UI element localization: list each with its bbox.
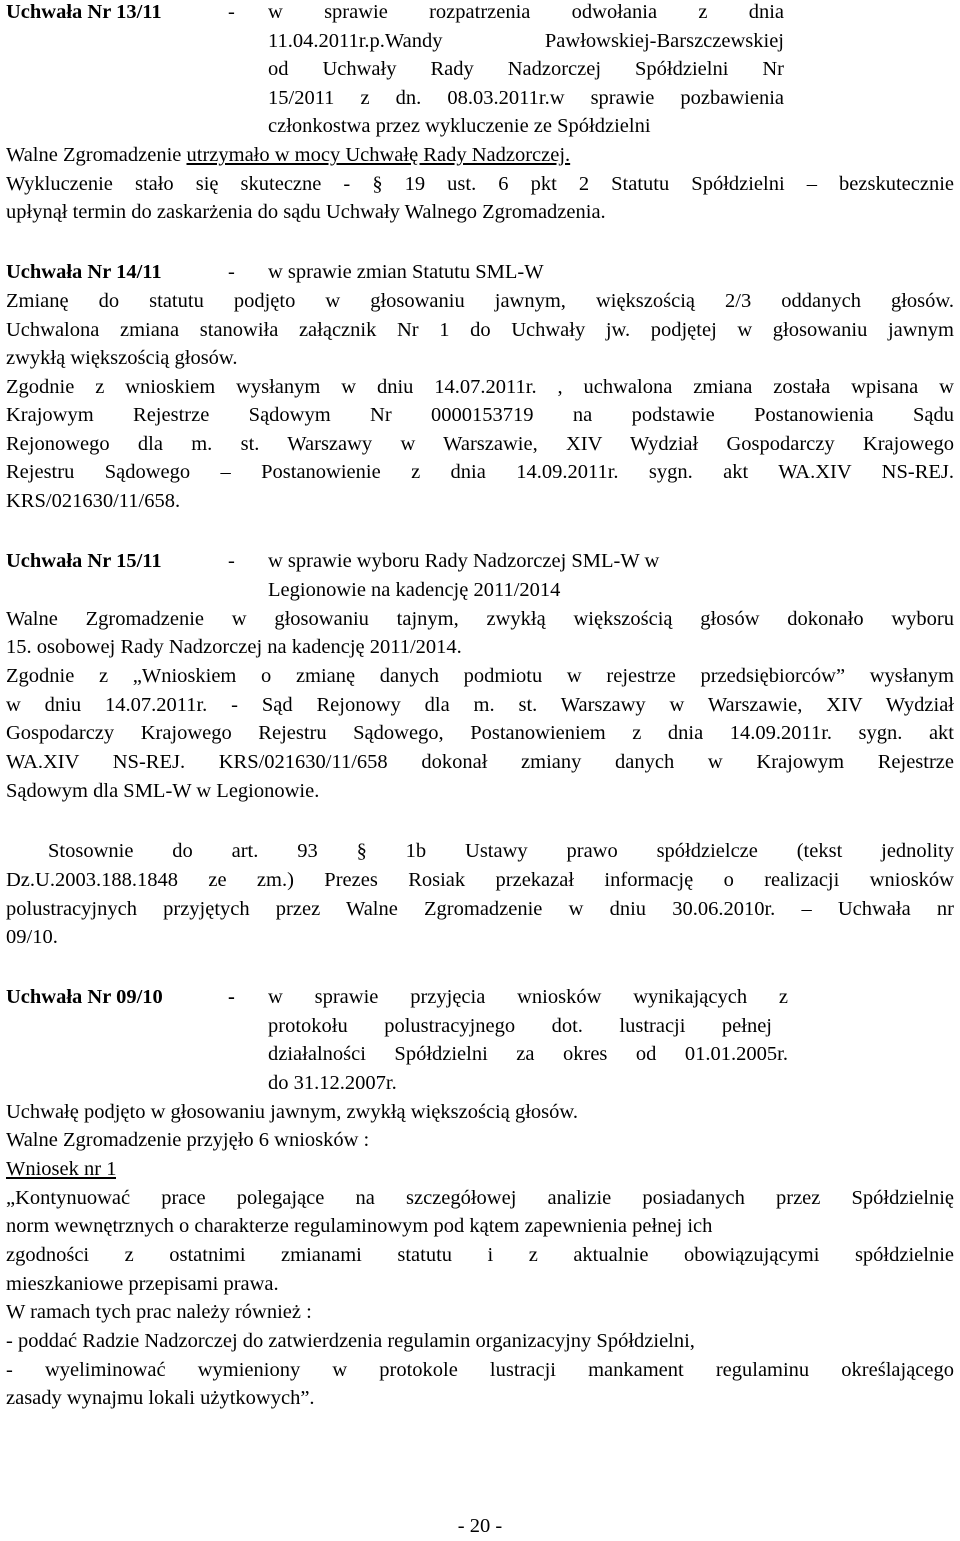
report-paragraph-line: Dz.U.2003.188.1848 ze zm.) Prezes Rosiak przekazał informację o realizacji wniosków xyxy=(6,869,954,891)
resolution-14-dash: - xyxy=(228,261,235,283)
resolution-15-heading: Uchwała Nr 15/11 xyxy=(6,550,162,572)
resolution-13-heading: Uchwała Nr 13/11 xyxy=(6,1,162,23)
resolution-14-body-line: KRS/021630/11/658. xyxy=(6,490,181,512)
resolution-14-body-line: Rejestru Sądowego – Postanowienie z dnia 14.09.2011r. sygn. akt WA.XIV NS-REJ. xyxy=(6,461,954,483)
motion-1-line: mieszkaniowe przepisami prawa. xyxy=(6,1273,279,1295)
resolution-14-body-line: zwykłą większością głosów. xyxy=(6,347,238,369)
resolution-14-body-line: Zgodnie z wnioskiem wysłanym w dniu 14.07.2011r. , uchwalona zmiana została wpisana w xyxy=(6,376,954,398)
resolution-09-title-line: protokołu polustracyjnego dot. lustracji pełnej xyxy=(268,1015,772,1037)
resolution-13-outcome xyxy=(6,141,954,170)
resolution-14-body-line: Uchwalona zmiana stanowiła załącznik Nr 1 do Uchwały jw. podjętej w głosowaniu jawnym xyxy=(6,319,954,341)
resolution-09-heading: Uchwała Nr 09/10 xyxy=(6,986,163,1008)
page-number: - 20 - xyxy=(457,1515,503,1537)
resolution-15-body-line: WA.XIV NS-REJ. KRS/021630/11/658 dokonał zmiany danych w Krajowym Rejestrze xyxy=(6,751,954,773)
resolution-09-body-line: Walne Zgromadzenie przyjęło 6 wniosków : xyxy=(6,1129,370,1151)
motion-1-line: norm wewnętrznych o charakterze regulaminowym pod kątem zapewnienia pełnej ich xyxy=(6,1215,713,1237)
report-paragraph-line: Stosownie do art. 93 § 1b Ustawy prawo spółdzielcze (tekst jednolity xyxy=(48,840,954,862)
resolution-13-title-line: od Uchwały Rady Nadzorczej Spółdzielni Nr xyxy=(268,58,784,80)
resolution-15-body-line: Zgodnie z „Wnioskiem o zmianę danych podmiotu w rejestrze przedsiębiorców” wysłanym xyxy=(6,665,954,687)
resolution-15-body-line: Gospodarczy Krajowego Rejestru Sądowego, Postanowieniem z dnia 14.09.2011r. sygn. akt xyxy=(6,722,954,744)
motion-1-line: zgodności z ostatnimi zmianami statutu i z aktualnie obowiązującymi spółdzielnie xyxy=(6,1244,954,1266)
resolution-13-body-line: Wykluczenie stało się skuteczne - § 19 ust. 6 pkt 2 Statutu Spółdzielni – bezskutecznie xyxy=(6,173,954,195)
resolution-13-dash: - xyxy=(228,1,235,23)
resolution-13-title-line: członkostwa przez wykluczenie ze Spółdzielni xyxy=(268,115,651,137)
resolution-09-title-line: w sprawie przyjęcia wniosków wynikających z xyxy=(268,986,788,1008)
report-paragraph-line: polustracyjnych przyjętych przez Walne Zgromadzenie w dniu 30.06.2010r. – Uchwała nr xyxy=(6,898,954,920)
motion-1-line: zasady wynajmu lokali użytkowych”. xyxy=(6,1387,315,1409)
resolution-09-dash: - xyxy=(228,986,235,1008)
resolution-09-body-line: Uchwałę podjęto w głosowaniu jawnym, zwykłą większością głosów. xyxy=(6,1101,578,1123)
motion-1-line: - poddać Radzie Nadzorczej do zatwierdzenia regulamin organizacyjny Spółdzielni, xyxy=(6,1330,695,1352)
motion-1-heading: Wniosek nr 1 xyxy=(6,1158,117,1180)
resolution-13-body-line: upłynął termin do zaskarżenia do sądu Uchwały Walnego Zgromadzenia. xyxy=(6,201,606,223)
motion-1-line: „Kontynuować prace polegające na szczegółowej analizie posiadanych przez Spółdzielnię xyxy=(6,1187,954,1209)
resolution-09-title-line: do 31.12.2007r. xyxy=(268,1072,397,1094)
resolution-13-outcome-underlined: utrzymało w mocy Uchwałę Rady Nadzorczej. xyxy=(186,144,571,166)
resolution-15-body-line: w dniu 14.07.2011r. - Sąd Rejonowy dla m. st. Warszawy w Warszawie, XIV Wydział xyxy=(6,694,954,716)
resolution-14-title: w sprawie zmian Statutu SML-W xyxy=(268,261,544,283)
resolution-14-heading: Uchwała Nr 14/11 xyxy=(6,261,162,283)
resolution-15-title: w sprawie wyboru Rady Nadzorczej SML-W w xyxy=(268,550,660,572)
motion-1-line: W ramach tych prac należy również : xyxy=(6,1301,312,1323)
resolution-14-body-line: Rejonowego dla m. st. Warszawy w Warszawie, XIV Wydział Gospodarczy Krajowego xyxy=(6,433,954,455)
resolution-15-body-line: 15. osobowej Rady Nadzorczej na kadencję 2011/2014. xyxy=(6,636,462,658)
resolution-15-dash: - xyxy=(228,550,235,572)
resolution-09-title-line: działalności Spółdzielni za okres od 01.01.2005r. xyxy=(268,1043,788,1065)
resolution-13-title-line: 15/2011 z dn. 08.03.2011r.w sprawie pozbawienia xyxy=(268,87,784,109)
resolution-15-title: Legionowie na kadencję 2011/2014 xyxy=(268,579,561,601)
resolution-14-body-line: Zmianę do statutu podjęto w głosowaniu jawnym, większością 2/3 oddanych głosów. xyxy=(6,290,954,312)
resolution-13-title-line: w sprawie rozpatrzenia odwołania z dnia xyxy=(268,1,784,23)
resolution-13-title-line: 11.04.2011r.p.Wandy Pawłowskiej-Barszczewskiej xyxy=(268,30,784,52)
resolution-15-body-line: Sądowym dla SML-W w Legionowie. xyxy=(6,780,320,802)
report-paragraph-line: 09/10. xyxy=(6,926,58,948)
resolution-15-body-line: Walne Zgromadzenie w głosowaniu tajnym, zwykłą większością głosów dokonało wyboru xyxy=(6,608,954,630)
motion-1-line: - wyeliminować wymieniony w protokole lustracji mankament regulaminu określającego xyxy=(6,1359,954,1381)
resolution-13-outcome-prefix: Walne Zgromadzenie xyxy=(6,144,187,166)
resolution-14-body-line: Krajowym Rejestrze Sądowym Nr 0000153719 na podstawie Postanowienia Sądu xyxy=(6,404,954,426)
